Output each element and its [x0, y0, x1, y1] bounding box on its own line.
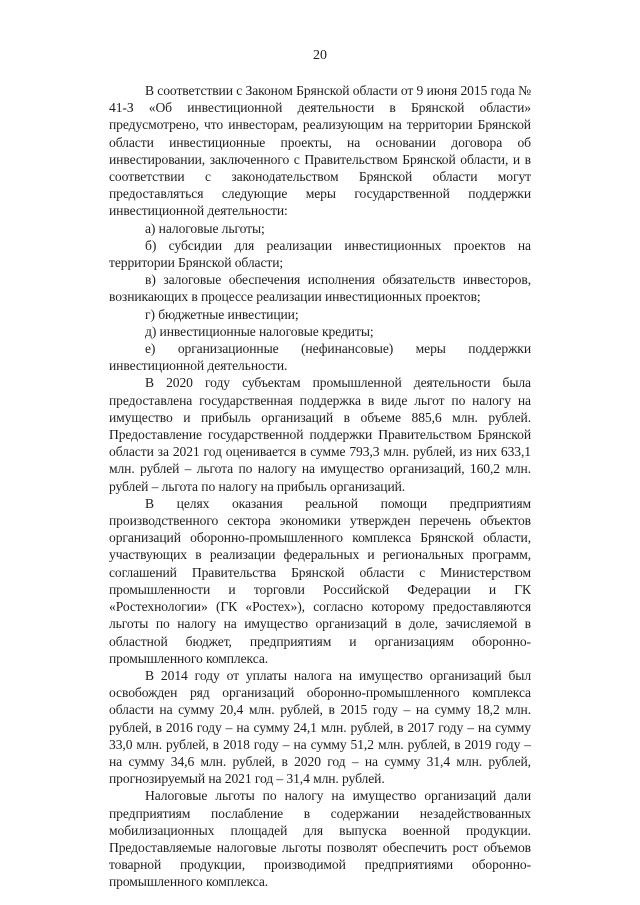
document-body — [109, 82, 531, 891]
list-item-collateral: в) залоговые обеспечения исполнения обязательств инвесторов, возникающих в процессе реализации инвестиционных проектов; — [109, 272, 531, 305]
paragraph-defense-industry: В целях оказания реальной помощи предприятиям производственного сектора экономики утвержден перечень объектов организаций оборонно-промышленного комплекса Брянской области, участвующих в реализации федеральных и региональных программ, соглашений Правительства Брянской области с Министерством промышленности и торговли Российской Федерации и ГК «Ростехнологии» (ГК «Ростех»), согласно которому предоставляются льготы по налогу на имущество организаций в доле, зачисляемой в областной бюджет, предприятиям и организациям оборонно-промышленного комплекса. — [109, 495, 531, 666]
list-item-tax-credits: д) инвестиционные налоговые кредиты; — [145, 323, 374, 339]
paragraph-tax-relief-effect: Налоговые льготы по налогу на имущество организаций дали предприятиям послабление в содержании незадействованных мобилизационных площадей для выпуска военной продукции. Предоставляемые налоговые льготы позволят обеспечить рост объемов товарной продукции, производимой предприятиями оборонно-промышленного комплекса. — [109, 788, 531, 890]
list-item-subsidies: б) субсидии для реализации инвестиционных проектов на территории Брянской области; — [109, 237, 531, 271]
paragraph-support-2020: В 2020 году субъектам промышленной деятельности была предоставлена государственная поддержка в виде льгот по налогу на имущество и прибыль организаций в объеме 885,6 млн. рублей. Предоставление государственной поддержки Правительством Брянской области за 2021 год оценивается в сумме 793,3 млн. рублей, из них 633,1 млн. рублей – льгота по налогу на имущество организаций, 160,2 млн. рублей – льгота по налогу на прибыль организаций. — [109, 375, 531, 494]
list-item-tax-benefits: а) налоговые льготы; — [145, 220, 265, 236]
paragraph-exemptions-by-year: В 2014 году от уплаты налога на имущество организаций был освобожден ряд организаций оборонно-промышленного комплекса области на сумму 20,4 млн. рублей, в 2015 году – на сумму 18,2 млн. рублей, в 2016 году – на сумму 24,1 млн. рублей, в 2017 году – на сумму 33,0 млн. рублей, в 2018 году – на сумму 51,2 млн. рублей, в 2019 году – на сумму 34,6 млн. рублей, в 2020 год – на сумму 31,4 млн. рублей, прогнозируемый на 2021 год – 31,4 млн. рублей. — [109, 667, 531, 787]
list-item-budget-investments: г) бюджетные инвестиции; — [145, 306, 299, 322]
paragraph-investment-law: В соответствии с Законом Брянской области от 9 июня 2015 года № 41-З «Об инвестиционной деятельности в Брянской области» предусмотрено, что инвесторам, реализующим на территории Брянской области инвестиционные проекты, на основании договора об инвестировании, заключенного с Правительством Брянской области, и в соответствии с законодательством Брянской области могут предоставляться следующие меры государственной поддержки инвестиционной деятельности: — [109, 83, 531, 219]
list-item-organizational-measures: е) организационные (нефинансовые) меры поддержки инвестиционной деятельности. — [109, 341, 531, 374]
page-number: 20 — [313, 48, 327, 63]
